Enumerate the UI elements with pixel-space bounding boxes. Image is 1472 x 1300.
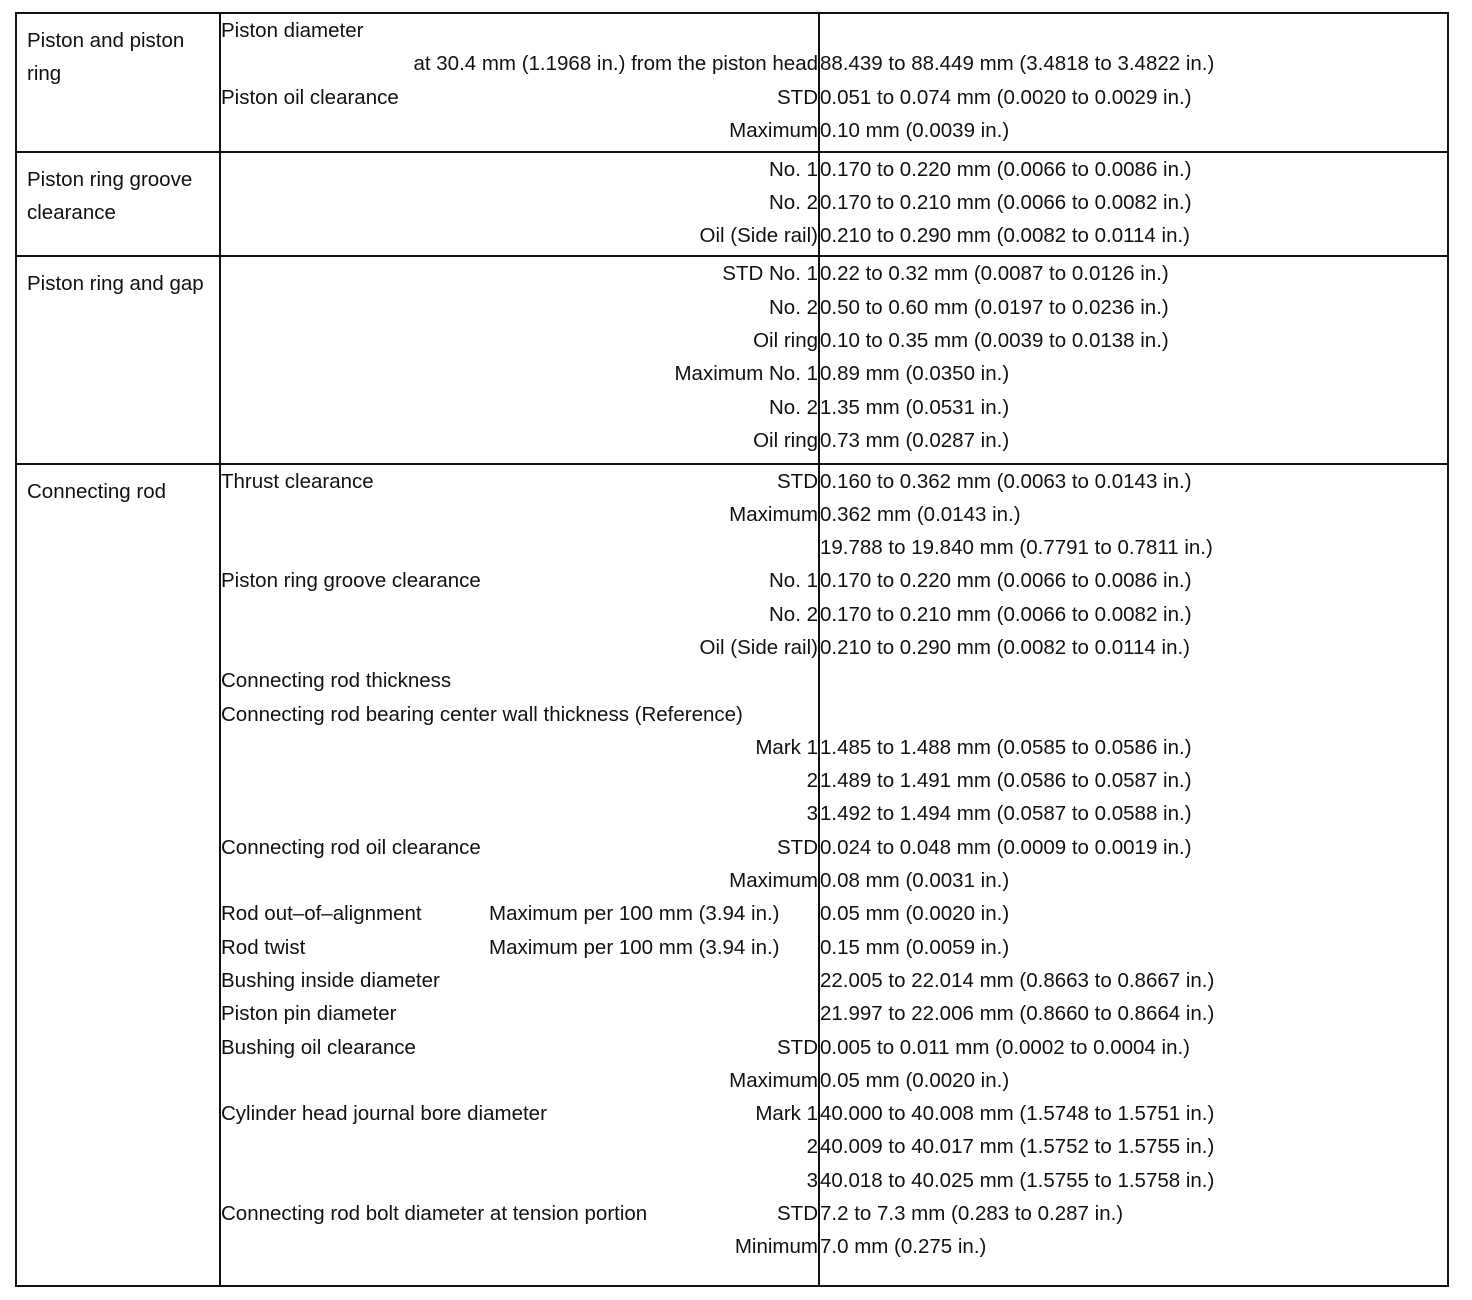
item-cell bbox=[220, 256, 819, 463]
item-label: Cylinder head journal bore diameter bbox=[221, 1102, 547, 1126]
spec-value: 0.160 to 0.362 mm (0.0063 to 0.0143 in.) bbox=[820, 469, 1192, 493]
spec-value bbox=[820, 698, 1447, 731]
item-line bbox=[221, 731, 818, 764]
spec-value: 7.2 to 7.3 mm (0.283 to 0.287 in.) bbox=[820, 1202, 1124, 1226]
spec-value: 0.210 to 0.290 mm (0.0082 to 0.0114 in.) bbox=[820, 224, 1191, 248]
item-line bbox=[221, 1097, 818, 1130]
item-line bbox=[221, 324, 818, 357]
spec-value: 0.210 to 0.290 mm (0.0082 to 0.0114 in.) bbox=[820, 636, 1191, 659]
spec-section bbox=[16, 13, 1448, 152]
item-qualifier: No. 1 bbox=[769, 569, 818, 593]
value-cell bbox=[819, 464, 1448, 1286]
item-line bbox=[221, 664, 818, 697]
item-line bbox=[221, 47, 818, 80]
spec-value: 0.10 mm (0.0039 in.) bbox=[820, 118, 1010, 142]
item-condition: Maximum per 100 mm (3.94 in.) bbox=[489, 902, 780, 926]
spec-section bbox=[16, 464, 1448, 1286]
category-cell bbox=[16, 464, 220, 1286]
item-label: Rod out–of–alignment bbox=[221, 902, 422, 926]
item-qualifier: STD bbox=[777, 835, 818, 859]
item-qualifier: Oil ring bbox=[753, 328, 818, 352]
item-line bbox=[221, 153, 818, 186]
item-label: Piston oil clearance bbox=[221, 85, 399, 109]
spec-value: 40.009 to 40.017 mm (1.5752 to 1.5755 in.) bbox=[820, 1135, 1215, 1159]
item-line bbox=[221, 1130, 818, 1163]
spec-value: 40.018 to 40.025 mm (1.5755 to 1.5758 in.) bbox=[820, 1168, 1215, 1192]
spec-value: 0.362 mm (0.0143 in.) bbox=[820, 502, 1021, 526]
item-qualifier: STD bbox=[777, 85, 818, 109]
item-line bbox=[221, 14, 818, 47]
spec-value bbox=[820, 664, 1447, 697]
item-label: Piston pin diameter bbox=[221, 1002, 397, 1026]
category-label: Piston ring and gap bbox=[27, 272, 204, 296]
item-line bbox=[221, 564, 818, 597]
item-line bbox=[221, 764, 818, 797]
category-label: Piston ring groove clearance bbox=[27, 167, 193, 225]
item-line bbox=[221, 81, 818, 114]
item-label: Bushing inside diameter bbox=[221, 968, 440, 992]
item-label: Connecting rod bearing center wall thickness (Reference) bbox=[221, 702, 743, 726]
item-cell bbox=[220, 152, 819, 257]
item-line bbox=[221, 1064, 818, 1097]
item-cell bbox=[220, 13, 819, 152]
spec-value: 0.051 to 0.074 mm (0.0020 to 0.0029 in.) bbox=[820, 85, 1192, 109]
item-line bbox=[221, 1197, 818, 1230]
spec-section bbox=[16, 256, 1448, 463]
spec-table-body bbox=[16, 13, 1448, 1286]
item-line bbox=[221, 598, 818, 631]
category-cell bbox=[16, 256, 220, 463]
item-line bbox=[221, 465, 818, 498]
spec-table bbox=[15, 12, 1449, 1287]
spec-value: 0.170 to 0.220 mm (0.0066 to 0.0086 in.) bbox=[820, 157, 1192, 181]
value-cell bbox=[819, 152, 1448, 257]
spec-value: 0.005 to 0.011 mm (0.0002 to 0.0004 in.) bbox=[820, 1035, 1191, 1059]
category-cell bbox=[16, 13, 220, 152]
item-qualifier: No. 2 bbox=[769, 295, 818, 319]
spec-value: 1.492 to 1.494 mm (0.0587 to 0.0588 in.) bbox=[820, 802, 1192, 826]
value-cell bbox=[819, 256, 1448, 463]
category-cell bbox=[16, 152, 220, 257]
item-line bbox=[221, 964, 818, 997]
spec-value: 0.170 to 0.220 mm (0.0066 to 0.0086 in.) bbox=[820, 569, 1192, 593]
item-label: Bushing oil clearance bbox=[221, 1035, 416, 1059]
item-line bbox=[221, 1164, 818, 1197]
item-label: Thrust clearance bbox=[221, 469, 374, 493]
spec-value: 0.50 to 0.60 mm (0.0197 to 0.0236 in.) bbox=[820, 295, 1169, 319]
spec-value: 22.005 to 22.014 mm (0.8663 to 0.8667 in.) bbox=[820, 968, 1215, 992]
spec-value: 0.05 mm (0.0020 in.) bbox=[820, 902, 1010, 926]
item-qualifier: Mark 1 bbox=[755, 735, 818, 759]
item-line bbox=[221, 219, 818, 252]
spec-value: 0.89 mm (0.0350 in.) bbox=[820, 362, 1010, 386]
spec-value: 21.997 to 22.006 mm (0.8660 to 0.8664 in.) bbox=[820, 1002, 1215, 1026]
item-qualifier: No. 2 bbox=[769, 602, 818, 626]
item-label: Rod twist bbox=[221, 935, 306, 959]
item-line bbox=[221, 897, 818, 930]
item-line bbox=[221, 997, 818, 1030]
spec-section bbox=[16, 152, 1448, 257]
item-qualifier: STD bbox=[777, 469, 818, 493]
item-qualifier: Maximum bbox=[729, 502, 818, 526]
item-qualifier: Oil (Side rail) bbox=[699, 636, 818, 659]
item-qualifier: STD bbox=[777, 1202, 818, 1226]
item-line bbox=[221, 698, 818, 731]
item-line bbox=[221, 291, 818, 324]
spec-value: 0.08 mm (0.0031 in.) bbox=[820, 869, 1010, 893]
item-line bbox=[221, 1230, 818, 1263]
spec-value: 1.35 mm (0.0531 in.) bbox=[820, 395, 1010, 419]
item-label: Connecting rod oil clearance bbox=[221, 835, 481, 859]
item-line bbox=[221, 864, 818, 897]
value-cell bbox=[819, 13, 1448, 152]
item-qualifier: at 30.4 mm (1.1968 in.) from the piston head bbox=[413, 52, 818, 76]
item-qualifier: Maximum bbox=[729, 118, 818, 142]
item-line bbox=[221, 797, 818, 830]
item-qualifier: No. 2 bbox=[769, 191, 818, 215]
spec-value: 0.024 to 0.048 mm (0.0009 to 0.0019 in.) bbox=[820, 835, 1192, 859]
item-label: Piston diameter bbox=[221, 19, 364, 42]
item-qualifier: Oil (Side rail) bbox=[699, 224, 818, 248]
item-cell bbox=[220, 464, 819, 1286]
spec-value: 0.22 to 0.32 mm (0.0087 to 0.0126 in.) bbox=[820, 262, 1169, 286]
item-condition: Maximum per 100 mm (3.94 in.) bbox=[489, 935, 780, 959]
item-qualifier: 3 bbox=[806, 1168, 818, 1192]
item-line bbox=[221, 357, 818, 390]
spec-value: 88.439 to 88.449 mm (3.4818 to 3.4822 in.) bbox=[820, 52, 1215, 76]
spec-value: 0.73 mm (0.0287 in.) bbox=[820, 428, 1010, 452]
spec-value: 0.170 to 0.210 mm (0.0066 to 0.0082 in.) bbox=[820, 602, 1192, 626]
item-qualifier: Oil ring bbox=[753, 428, 818, 452]
item-label: Connecting rod bolt diameter at tension portion bbox=[221, 1202, 648, 1226]
item-qualifier: Maximum bbox=[729, 1068, 818, 1092]
item-label: Piston ring groove clearance bbox=[221, 569, 481, 593]
item-qualifier: Minimum bbox=[734, 1235, 818, 1259]
item-line bbox=[221, 424, 818, 457]
spec-value: 0.10 to 0.35 mm (0.0039 to 0.0138 in.) bbox=[820, 328, 1169, 352]
item-line bbox=[221, 931, 818, 964]
item-line bbox=[221, 186, 818, 219]
spec-value: 1.485 to 1.488 mm (0.0585 to 0.0586 in.) bbox=[820, 735, 1192, 759]
item-qualifier: No. 2 bbox=[769, 395, 818, 419]
item-qualifier: 2 bbox=[806, 1135, 818, 1159]
item-qualifier: Maximum No. 1 bbox=[674, 362, 818, 386]
spec-value: 1.489 to 1.491 mm (0.0586 to 0.0587 in.) bbox=[820, 769, 1192, 793]
item-qualifier: Maximum bbox=[729, 869, 818, 893]
item-line bbox=[221, 531, 818, 564]
spec-value: 0.05 mm (0.0020 in.) bbox=[820, 1068, 1010, 1092]
item-qualifier: STD bbox=[777, 1035, 818, 1059]
spec-value bbox=[820, 14, 1447, 47]
item-label: Connecting rod thickness bbox=[221, 669, 452, 693]
item-line bbox=[221, 831, 818, 864]
item-line bbox=[221, 391, 818, 424]
item-line bbox=[221, 114, 818, 147]
item-qualifier: Mark 1 bbox=[755, 1102, 818, 1126]
spec-value: 7.0 mm (0.275 in.) bbox=[820, 1235, 987, 1259]
item-qualifier: 3 bbox=[806, 802, 818, 826]
spec-value: 0.170 to 0.210 mm (0.0066 to 0.0082 in.) bbox=[820, 191, 1192, 215]
item-line bbox=[221, 631, 818, 664]
spec-value: 19.788 to 19.840 mm (0.7791 to 0.7811 in.) bbox=[820, 536, 1213, 560]
item-line bbox=[221, 257, 818, 290]
item-line bbox=[221, 498, 818, 531]
category-label: Piston and piston ring bbox=[27, 29, 185, 86]
category-label: Connecting rod bbox=[27, 479, 167, 503]
spec-value: 0.15 mm (0.0059 in.) bbox=[820, 935, 1010, 959]
spec-value: 40.000 to 40.008 mm (1.5748 to 1.5751 in.) bbox=[820, 1102, 1215, 1126]
item-qualifier: No. 1 bbox=[769, 157, 818, 181]
item-line bbox=[221, 1031, 818, 1064]
item-qualifier: STD No. 1 bbox=[722, 262, 818, 286]
item-qualifier: 2 bbox=[806, 769, 818, 793]
